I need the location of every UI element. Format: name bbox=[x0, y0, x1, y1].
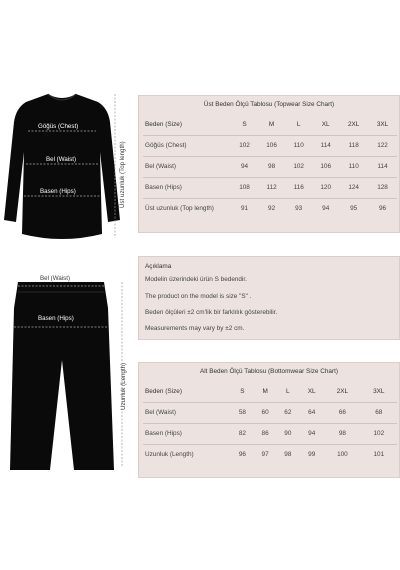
bottom-length-label: Uzunluk (Length) bbox=[120, 362, 127, 410]
table-header-row bbox=[143, 381, 397, 402]
topwear-size-chart bbox=[138, 95, 400, 233]
table-cell: 99 bbox=[308, 451, 316, 459]
table-cell: 106 bbox=[258, 135, 285, 156]
table-cell: 114 bbox=[368, 156, 397, 177]
table-header-row bbox=[143, 114, 397, 135]
note-line: Measurements may vary by ±2 cm. bbox=[145, 325, 245, 332]
header-cell: S bbox=[231, 114, 258, 135]
table-row bbox=[143, 156, 397, 177]
trousers-shape bbox=[10, 282, 114, 470]
table-cell: 94 bbox=[322, 205, 330, 213]
bottom-hips-label: Basen (Hips) bbox=[38, 315, 74, 322]
note-line: The product on the model is size "S" . bbox=[145, 293, 252, 300]
note-title: Açıklama bbox=[145, 263, 172, 270]
table-row bbox=[143, 198, 397, 219]
top-garment bbox=[0, 82, 135, 262]
table-cell: 66 bbox=[324, 402, 360, 423]
table-cell: 96 bbox=[378, 205, 387, 213]
table-cell: 93 bbox=[295, 205, 303, 213]
table-cell: 68 bbox=[361, 402, 397, 423]
table-cell: 92 bbox=[268, 205, 276, 213]
header-cell: 2XL bbox=[339, 114, 368, 135]
header-cell: M bbox=[254, 381, 277, 402]
table-cell: 102 bbox=[361, 423, 397, 444]
table-cell: 98 bbox=[284, 451, 292, 459]
table-cell: 116 bbox=[285, 177, 312, 198]
row-label: Bel (Waist) bbox=[143, 402, 231, 423]
bottom-garment-illustration bbox=[0, 270, 135, 470]
table-cell: 114 bbox=[312, 135, 339, 156]
note-card bbox=[138, 256, 400, 340]
table-cell: 95 bbox=[350, 205, 358, 213]
row-label: Göğüs (Chest) bbox=[143, 135, 231, 156]
top-hips-label: Basen (Hips) bbox=[40, 188, 76, 195]
top-length-label: Üst uzunluk (Top length) bbox=[119, 141, 126, 208]
table-row bbox=[143, 135, 397, 156]
table-cell: 64 bbox=[299, 402, 324, 423]
header-cell: Beden (Size) bbox=[143, 381, 231, 402]
table-row bbox=[143, 423, 397, 444]
table-cell: 108 bbox=[231, 177, 258, 198]
table-cell: 62 bbox=[276, 402, 299, 423]
table-cell: 90 bbox=[276, 423, 299, 444]
header-cell: S bbox=[231, 381, 254, 402]
table-cell: 94 bbox=[299, 423, 324, 444]
table-cell: 86 bbox=[254, 423, 277, 444]
table-cell: 60 bbox=[254, 402, 277, 423]
table-row bbox=[143, 444, 397, 465]
top-waist-label: Bel (Waist) bbox=[46, 156, 77, 163]
table-cell: 100 bbox=[337, 451, 348, 459]
table-cell: 94 bbox=[231, 156, 258, 177]
note-line: Modelin üzerindeki ürün S bedendir. bbox=[145, 276, 247, 283]
table-cell: 97 bbox=[261, 451, 269, 459]
table-row bbox=[143, 402, 397, 423]
bottomwear-size-table bbox=[143, 381, 397, 465]
topwear-size-table bbox=[143, 114, 397, 219]
table-cell: 124 bbox=[339, 177, 368, 198]
tunic-shape bbox=[4, 94, 120, 239]
row-label: Uzunluk (Length) bbox=[145, 451, 194, 459]
table-cell: 101 bbox=[373, 451, 385, 459]
header-cell: 3XL bbox=[368, 114, 397, 135]
header-cell: Beden (Size) bbox=[143, 114, 231, 135]
top-chest-label: Göğüs (Chest) bbox=[38, 123, 79, 130]
header-cell: M bbox=[258, 114, 285, 135]
table-cell: 58 bbox=[231, 402, 254, 423]
header-cell: 3XL bbox=[361, 381, 397, 402]
table-cell: 91 bbox=[240, 205, 249, 213]
table-cell: 110 bbox=[285, 135, 312, 156]
top-garment-illustration bbox=[0, 82, 135, 262]
topwear-size-chart-title: Üst Beden Ölçü Tablosu (Topwear Size Chart) bbox=[203, 101, 335, 108]
table-cell: 118 bbox=[339, 135, 368, 156]
bottom-garment bbox=[0, 270, 135, 470]
row-label: Basen (Hips) bbox=[143, 177, 231, 198]
bottomwear-size-chart bbox=[138, 362, 400, 478]
table-cell: 102 bbox=[285, 156, 312, 177]
bottom-waist-label: Bel (Waist) bbox=[40, 275, 71, 282]
table-cell: 102 bbox=[231, 135, 258, 156]
table-cell: 122 bbox=[368, 135, 397, 156]
header-cell: XL bbox=[299, 381, 324, 402]
row-label: Basen (Hips) bbox=[143, 423, 231, 444]
header-cell: L bbox=[285, 114, 312, 135]
table-cell: 98 bbox=[324, 423, 360, 444]
table-cell: 110 bbox=[339, 156, 368, 177]
table-row bbox=[143, 177, 397, 198]
header-cell: L bbox=[276, 381, 299, 402]
table-cell: 98 bbox=[258, 156, 285, 177]
table-cell: 112 bbox=[258, 177, 285, 198]
table-cell: 96 bbox=[238, 451, 246, 459]
table-cell: 82 bbox=[231, 423, 254, 444]
bottomwear-size-chart-title: Alt Beden Ölçü Tablosu (Bottomwear Size Chart) bbox=[199, 368, 339, 375]
table-cell: 106 bbox=[312, 156, 339, 177]
table-cell: 128 bbox=[368, 177, 397, 198]
row-label: Bel (Waist) bbox=[143, 156, 231, 177]
note-line: Beden ölçüleri ±2 cm'lik bir farklılık gösterebilir. bbox=[145, 309, 278, 316]
row-label: Üst uzunluk (Top length) bbox=[145, 205, 214, 213]
table-cell: 120 bbox=[312, 177, 339, 198]
header-cell: 2XL bbox=[324, 381, 360, 402]
header-cell: XL bbox=[312, 114, 339, 135]
